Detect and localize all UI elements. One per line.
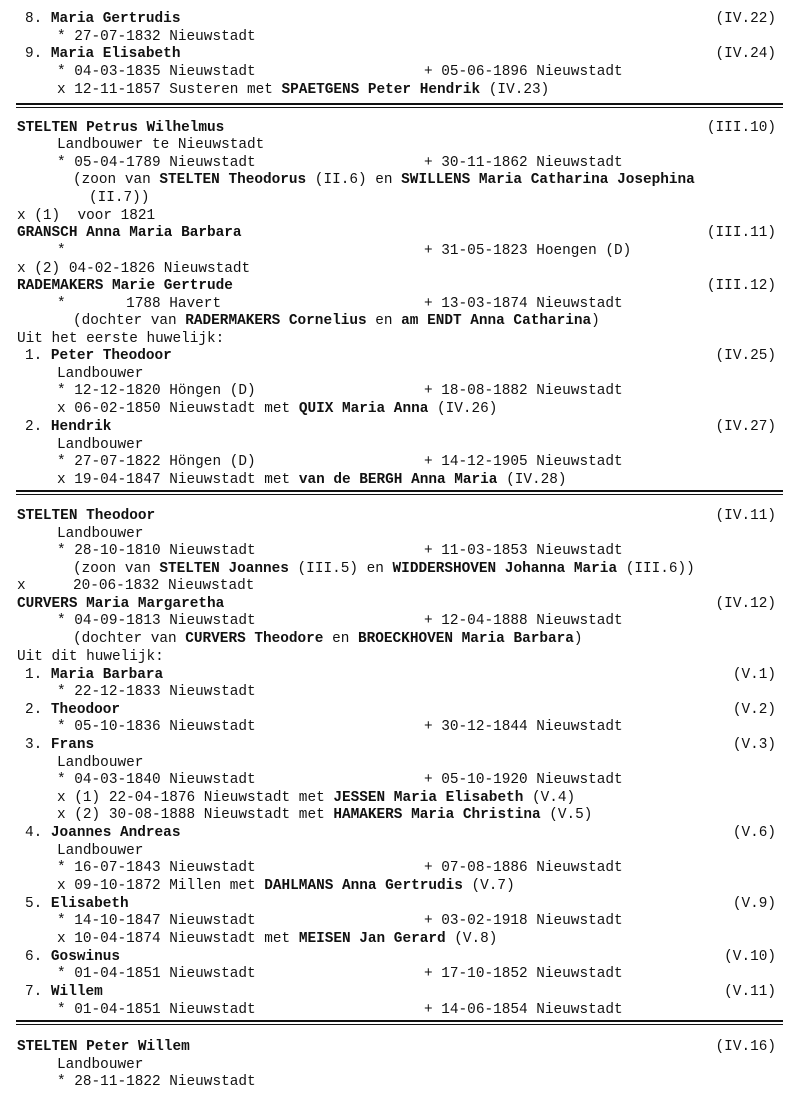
text-line bbox=[0, 471, 800, 489]
generation-reference: (III.10) bbox=[706, 120, 776, 136]
line-text bbox=[57, 436, 143, 454]
text-line bbox=[0, 542, 800, 560]
person-name: Goswinus bbox=[50, 949, 121, 965]
text-segment: (II.7)) bbox=[89, 190, 150, 206]
text-line bbox=[0, 207, 800, 225]
text-segment: Landbouwer bbox=[57, 437, 144, 453]
generation-reference: (IV.12) bbox=[715, 596, 776, 612]
person-name: Theodoor bbox=[50, 702, 121, 718]
generation-reference: (V.2) bbox=[732, 702, 776, 718]
line-text bbox=[57, 806, 592, 824]
text-segment: (IV.23) bbox=[480, 82, 550, 98]
text-line bbox=[0, 648, 800, 666]
person-name: am ENDT Anna Catharina bbox=[401, 313, 592, 329]
text-line bbox=[0, 754, 800, 772]
line-text bbox=[17, 577, 26, 595]
line-text bbox=[17, 595, 224, 613]
line-text bbox=[57, 295, 221, 313]
text-line bbox=[0, 577, 800, 595]
line-text bbox=[17, 277, 233, 295]
line-text bbox=[57, 912, 256, 930]
text-line bbox=[0, 136, 800, 154]
person-name: SPAETGENS Peter Hendrik bbox=[281, 82, 481, 98]
text-segment: en bbox=[323, 631, 358, 647]
line-text bbox=[57, 612, 256, 630]
text-line bbox=[0, 382, 800, 400]
text-segment: 9. bbox=[25, 46, 51, 62]
text-segment: Uit dit huwelijk: bbox=[17, 649, 164, 665]
line-text bbox=[25, 701, 120, 719]
person-name: van de BERGH Anna Maria bbox=[298, 472, 498, 488]
text-segment: x (2) 04-02-1826 Nieuwstadt bbox=[17, 261, 251, 277]
text-segment: 2. bbox=[25, 419, 51, 435]
text-segment: * 12-12-1820 Höngen (D) bbox=[57, 383, 256, 399]
text-line bbox=[0, 224, 800, 242]
person-name: Hendrik bbox=[50, 419, 112, 435]
death-date bbox=[424, 154, 623, 172]
text-segment: * 27-07-1832 Nieuwstadt bbox=[57, 29, 256, 45]
text-line bbox=[0, 154, 800, 172]
text-segment: x 19-04-1847 Nieuwstadt met bbox=[57, 472, 299, 488]
generation-reference: (V.6) bbox=[732, 825, 776, 841]
person-name: RADERMAKERS Cornelius bbox=[185, 313, 367, 329]
text-segment: * 14-10-1847 Nieuwstadt bbox=[57, 913, 256, 929]
section-divider bbox=[16, 103, 783, 108]
person-name: GRANSCH Anna Maria Barbara bbox=[17, 225, 242, 241]
line-text bbox=[73, 312, 600, 330]
text-line bbox=[0, 912, 800, 930]
death-date bbox=[424, 912, 623, 930]
text-line bbox=[0, 683, 800, 701]
text-segment: 20-06-1832 Nieuwstadt bbox=[73, 578, 255, 594]
text-line bbox=[0, 330, 800, 348]
generation-reference: (V.1) bbox=[732, 667, 776, 683]
text-line bbox=[0, 189, 800, 207]
person-name: SWILLENS Maria Catharina Josephina bbox=[401, 172, 695, 188]
text-segment: x 12-11-1857 Susteren met bbox=[57, 82, 282, 98]
text-line bbox=[0, 260, 800, 278]
text-segment: * 05-04-1789 Nieuwstadt bbox=[57, 155, 256, 171]
line-text bbox=[89, 189, 149, 207]
text-line bbox=[0, 119, 800, 137]
line-text bbox=[57, 542, 256, 560]
text-line bbox=[0, 736, 800, 754]
text-segment: (zoon van bbox=[73, 561, 160, 577]
person-name: Elisabeth bbox=[50, 896, 129, 912]
person-name: Joannes Andreas bbox=[50, 825, 181, 841]
line-text bbox=[25, 895, 129, 913]
text-segment: Landbouwer bbox=[57, 1057, 144, 1073]
text-segment: + 17-10-1852 Nieuwstadt bbox=[424, 966, 623, 982]
text-segment: * 22-12-1833 Nieuwstadt bbox=[57, 684, 256, 700]
generation-reference: (IV.27) bbox=[715, 419, 776, 435]
line-text bbox=[57, 877, 515, 895]
line-text bbox=[17, 1038, 190, 1056]
line-text bbox=[57, 1073, 256, 1091]
text-line bbox=[0, 701, 800, 719]
line-text bbox=[17, 224, 242, 242]
text-line bbox=[0, 277, 800, 295]
death-date bbox=[424, 1001, 623, 1019]
text-line bbox=[0, 81, 800, 99]
text-segment: x 06-02-1850 Nieuwstadt met bbox=[57, 401, 299, 417]
person-name: STELTEN Theodorus bbox=[159, 172, 307, 188]
text-segment: Landbouwer te Nieuwstadt bbox=[57, 137, 265, 153]
person-name: HAMAKERS Maria Christina bbox=[333, 807, 541, 823]
text-line bbox=[0, 718, 800, 736]
text-segment: + 14-12-1905 Nieuwstadt bbox=[424, 454, 623, 470]
line-text bbox=[73, 560, 695, 578]
line-text bbox=[17, 260, 250, 278]
text-segment: Uit het eerste huwelijk: bbox=[17, 331, 225, 347]
line-text bbox=[57, 400, 497, 418]
death-date bbox=[424, 382, 623, 400]
text-segment: + 11-03-1853 Nieuwstadt bbox=[424, 543, 623, 559]
person-name: Maria Barbara bbox=[50, 667, 164, 683]
line-text bbox=[57, 771, 256, 789]
line-text bbox=[25, 10, 180, 28]
text-segment: 6. bbox=[25, 949, 51, 965]
text-line bbox=[0, 525, 800, 543]
line-text bbox=[57, 81, 549, 99]
text-line bbox=[0, 612, 800, 630]
text-segment: (III.5) en bbox=[288, 561, 393, 577]
death-date bbox=[424, 718, 623, 736]
text-line bbox=[0, 1038, 800, 1056]
line-text bbox=[57, 718, 256, 736]
text-segment: Landbouwer bbox=[57, 843, 144, 859]
text-segment: + 30-12-1844 Nieuwstadt bbox=[424, 719, 623, 735]
text-segment: + 07-08-1886 Nieuwstadt bbox=[424, 860, 623, 876]
line-text bbox=[57, 842, 143, 860]
text-segment: 1. bbox=[25, 348, 51, 364]
text-segment: x (1) voor 1821 bbox=[17, 208, 156, 224]
text-segment: (V.8) bbox=[445, 931, 498, 947]
text-segment: en bbox=[366, 313, 402, 329]
person-name: Willem bbox=[50, 984, 103, 1000]
generation-reference: (III.12) bbox=[706, 278, 776, 294]
death-date bbox=[424, 453, 623, 471]
line-text bbox=[17, 119, 224, 137]
text-line bbox=[0, 436, 800, 454]
text-line bbox=[0, 983, 800, 1001]
line-text bbox=[57, 789, 575, 807]
line-text bbox=[57, 1001, 256, 1019]
line-text bbox=[57, 1056, 143, 1074]
line-text bbox=[25, 948, 120, 966]
person-name: WIDDERSHOVEN Johanna Maria bbox=[392, 561, 618, 577]
text-segment: * 1788 Havert bbox=[57, 296, 222, 312]
text-segment: 4. bbox=[25, 825, 51, 841]
person-name: BROECKHOVEN Maria Barbara bbox=[358, 631, 574, 647]
person-name: CURVERS Maria Margaretha bbox=[17, 596, 225, 612]
text-segment: (V.4) bbox=[523, 790, 576, 806]
text-segment: x 10-04-1874 Nieuwstadt met bbox=[57, 931, 299, 947]
text-segment: 8. bbox=[25, 11, 51, 27]
text-segment: + 14-06-1854 Nieuwstadt bbox=[424, 1002, 623, 1018]
text-segment: 2. bbox=[25, 702, 51, 718]
person-name: MEISEN Jan Gerard bbox=[298, 931, 446, 947]
text-segment: * 04-03-1840 Nieuwstadt bbox=[57, 772, 256, 788]
text-line bbox=[0, 507, 800, 525]
line-text bbox=[57, 382, 256, 400]
text-line bbox=[0, 895, 800, 913]
text-segment: (dochter van bbox=[73, 631, 186, 647]
text-line bbox=[0, 1001, 800, 1019]
line-text bbox=[73, 171, 695, 189]
death-date bbox=[424, 612, 623, 630]
line-text bbox=[17, 207, 155, 225]
text-line bbox=[0, 965, 800, 983]
person-name: Maria Elisabeth bbox=[50, 46, 181, 62]
text-segment: ) bbox=[573, 631, 583, 647]
text-segment: + 31-05-1823 Hoengen (D) bbox=[424, 243, 632, 259]
text-segment: 7. bbox=[25, 984, 51, 1000]
line-text bbox=[57, 453, 256, 471]
text-line bbox=[0, 347, 800, 365]
generation-reference: (IV.24) bbox=[715, 46, 776, 62]
death-date bbox=[424, 63, 623, 81]
line-text bbox=[25, 666, 163, 684]
text-segment: (V.5) bbox=[540, 807, 593, 823]
person-name: STELTEN Petrus Wilhelmus bbox=[17, 120, 225, 136]
line-text bbox=[57, 63, 256, 81]
text-line bbox=[0, 1073, 800, 1091]
death-date bbox=[424, 542, 623, 560]
person-name: QUIX Maria Anna bbox=[298, 401, 429, 417]
person-name: STELTEN Theodoor bbox=[17, 508, 156, 524]
text-segment: (II.6) en bbox=[306, 172, 402, 188]
text-line bbox=[0, 10, 800, 28]
line-text bbox=[57, 683, 256, 701]
death-date bbox=[424, 965, 623, 983]
death-date bbox=[424, 242, 631, 260]
text-segment: + 13-03-1874 Nieuwstadt bbox=[424, 296, 623, 312]
text-segment: + 18-08-1882 Nieuwstadt bbox=[424, 383, 623, 399]
generation-reference: (III.11) bbox=[706, 225, 776, 241]
text-segment: Landbouwer bbox=[57, 366, 144, 382]
person-name: STELTEN Joannes bbox=[159, 561, 289, 577]
text-line bbox=[0, 930, 800, 948]
text-segment: x (1) 22-04-1876 Nieuwstadt met bbox=[57, 790, 334, 806]
line-text bbox=[57, 965, 256, 983]
text-segment: (III.6)) bbox=[617, 561, 695, 577]
text-segment: 3. bbox=[25, 737, 51, 753]
text-segment: * 16-07-1843 Nieuwstadt bbox=[57, 860, 256, 876]
person-name: STELTEN Peter Willem bbox=[17, 1039, 190, 1055]
text-segment: (V.7) bbox=[462, 878, 515, 894]
text-line bbox=[0, 295, 800, 313]
line-text bbox=[57, 28, 256, 46]
text-segment: * 28-11-1822 Nieuwstadt bbox=[57, 1074, 256, 1090]
text-line bbox=[0, 365, 800, 383]
line-text bbox=[57, 754, 143, 772]
text-line bbox=[0, 400, 800, 418]
person-name: CURVERS Theodore bbox=[185, 631, 324, 647]
text-line bbox=[0, 595, 800, 613]
text-line bbox=[0, 859, 800, 877]
section-divider bbox=[16, 1020, 783, 1025]
text-line bbox=[0, 630, 800, 648]
line-text bbox=[25, 824, 180, 842]
line-text bbox=[25, 45, 180, 63]
text-line bbox=[0, 45, 800, 63]
person-name: Frans bbox=[50, 737, 95, 753]
text-line bbox=[0, 453, 800, 471]
line-text bbox=[73, 630, 583, 648]
line-text bbox=[57, 136, 264, 154]
text-segment: * 01-04-1851 Nieuwstadt bbox=[57, 966, 256, 982]
text-line bbox=[0, 1056, 800, 1074]
line-text bbox=[57, 859, 256, 877]
text-segment: x 09-10-1872 Millen met bbox=[57, 878, 265, 894]
generation-reference: (V.9) bbox=[732, 896, 776, 912]
person-name: DAHLMANS Anna Gertrudis bbox=[264, 878, 463, 894]
text-line bbox=[0, 948, 800, 966]
text-segment: * 01-04-1851 Nieuwstadt bbox=[57, 1002, 256, 1018]
text-line bbox=[0, 242, 800, 260]
text-segment: 1. bbox=[25, 667, 51, 683]
generation-reference: (IV.22) bbox=[715, 11, 776, 27]
generation-reference: (IV.16) bbox=[715, 1039, 776, 1055]
text-segment: ) bbox=[591, 313, 600, 329]
death-date bbox=[424, 859, 623, 877]
person-name: Maria Gertrudis bbox=[50, 11, 181, 27]
text-line bbox=[0, 560, 800, 578]
text-segment: Landbouwer bbox=[57, 755, 144, 771]
text-segment: x bbox=[17, 578, 26, 594]
death-date bbox=[424, 771, 623, 789]
line-text bbox=[25, 736, 94, 754]
text-line bbox=[0, 63, 800, 81]
person-name: Peter Theodoor bbox=[50, 348, 172, 364]
text-segment: * 04-09-1813 Nieuwstadt bbox=[57, 613, 256, 629]
text-line bbox=[0, 789, 800, 807]
line-text bbox=[25, 347, 172, 365]
generation-reference: (IV.25) bbox=[715, 348, 776, 364]
line-text bbox=[57, 930, 497, 948]
section-divider bbox=[16, 490, 783, 495]
text-segment: + 30-11-1862 Nieuwstadt bbox=[424, 155, 623, 171]
text-line bbox=[0, 842, 800, 860]
person-name: JESSEN Maria Elisabeth bbox=[333, 790, 524, 806]
line-text bbox=[57, 525, 143, 543]
death-date bbox=[424, 295, 623, 313]
line-text bbox=[25, 418, 111, 436]
text-segment: + 05-10-1920 Nieuwstadt bbox=[424, 772, 623, 788]
text-segment: (dochter van bbox=[73, 313, 186, 329]
text-segment: * 05-10-1836 Nieuwstadt bbox=[57, 719, 256, 735]
generation-reference: (V.11) bbox=[724, 984, 776, 1000]
person-name: RADEMAKERS Marie Gertrude bbox=[17, 278, 233, 294]
text-segment: * 28-10-1810 Nieuwstadt bbox=[57, 543, 256, 559]
line-text bbox=[57, 242, 66, 260]
line-text bbox=[25, 983, 103, 1001]
generation-reference: (V.10) bbox=[724, 949, 776, 965]
text-line bbox=[0, 824, 800, 842]
text-line bbox=[0, 771, 800, 789]
generation-reference: (IV.11) bbox=[715, 508, 776, 524]
text-segment: x (2) 30-08-1888 Nieuwstadt met bbox=[57, 807, 334, 823]
text-segment: * bbox=[57, 243, 66, 259]
line-text bbox=[17, 648, 164, 666]
line-text bbox=[57, 471, 567, 489]
text-line bbox=[0, 312, 800, 330]
text-segment: Landbouwer bbox=[57, 526, 144, 542]
text-segment: (IV.28) bbox=[497, 472, 567, 488]
text-segment: + 12-04-1888 Nieuwstadt bbox=[424, 613, 623, 629]
text-line bbox=[0, 171, 800, 189]
death-date bbox=[73, 577, 254, 595]
text-line bbox=[0, 28, 800, 46]
text-line bbox=[0, 877, 800, 895]
text-segment: 5. bbox=[25, 896, 51, 912]
text-line bbox=[0, 418, 800, 436]
line-text bbox=[57, 154, 256, 172]
text-segment: + 05-06-1896 Nieuwstadt bbox=[424, 64, 623, 80]
line-text bbox=[57, 365, 143, 383]
text-segment: * 04-03-1835 Nieuwstadt bbox=[57, 64, 256, 80]
text-segment: (IV.26) bbox=[428, 401, 498, 417]
text-segment: (zoon van bbox=[73, 172, 160, 188]
text-line bbox=[0, 666, 800, 684]
text-segment: + 03-02-1918 Nieuwstadt bbox=[424, 913, 623, 929]
text-segment: * 27-07-1822 Höngen (D) bbox=[57, 454, 256, 470]
line-text bbox=[17, 330, 224, 348]
text-line bbox=[0, 806, 800, 824]
line-text bbox=[17, 507, 155, 525]
generation-reference: (V.3) bbox=[732, 737, 776, 753]
